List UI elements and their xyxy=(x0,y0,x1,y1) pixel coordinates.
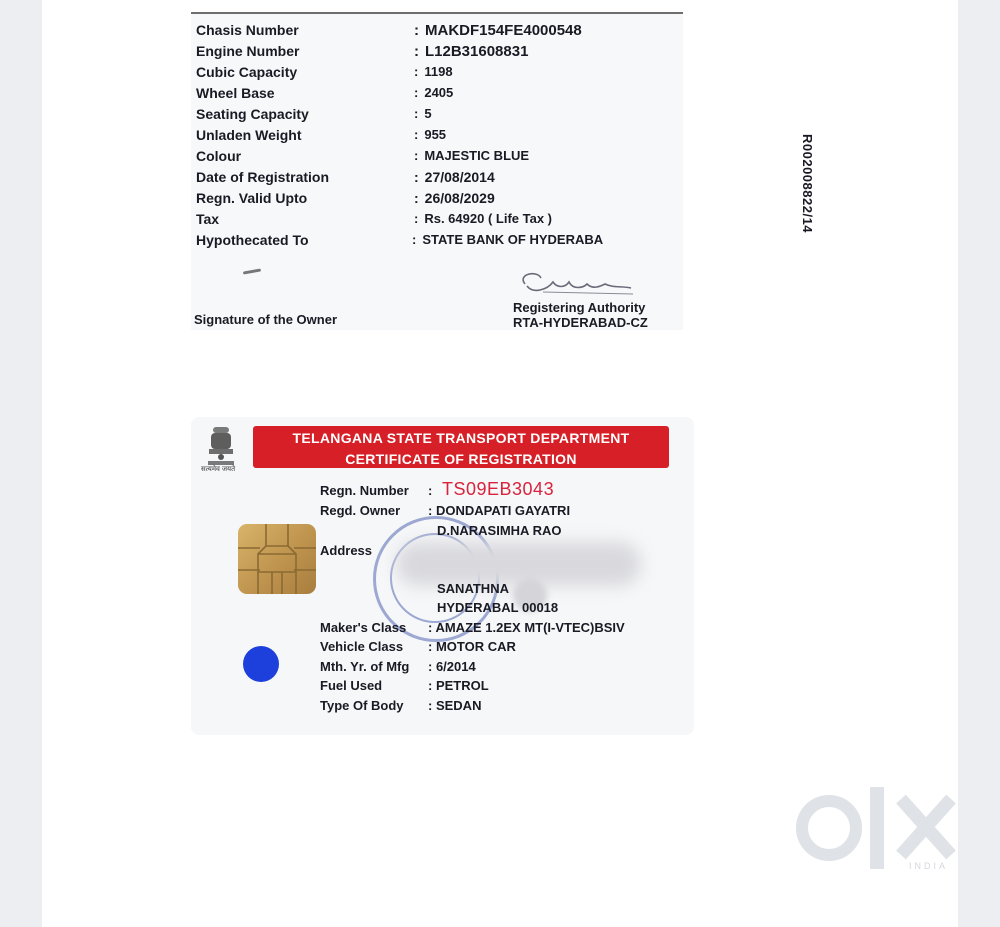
rc-card-front xyxy=(191,417,694,735)
owner-row-2: D.NARASIMHA RAO xyxy=(437,523,562,538)
vehicle-class-row: Vehicle Class : MOTOR CAR xyxy=(320,639,516,654)
regn-number-row: Regn. Number : TS09EB3043 xyxy=(320,479,555,499)
olx-watermark-country: INDIA xyxy=(909,861,949,871)
registering-authority-office: RTA-HYDERABAD-CZ xyxy=(513,315,648,330)
mfg-date-row: Mth. Yr. of Mfg : 6/2014 xyxy=(320,659,476,674)
smart-chip-icon xyxy=(238,524,316,594)
authority-signature xyxy=(513,264,653,304)
rc-row-seating-capacity: Seating Capacity : 5 xyxy=(196,106,432,122)
owner-row: Regd. Owner : DONDAPATI GAYATRI xyxy=(320,503,571,518)
regn-number: TS09EB3043 xyxy=(442,479,555,499)
rc-card-back xyxy=(191,12,815,330)
rc-row-unladen-weight: Unladen Weight : 955 xyxy=(196,127,447,143)
rc-row-cubic-capacity: Cubic Capacity : 1198 xyxy=(196,64,453,80)
fuel-used-row: Fuel Used : PETROL xyxy=(320,678,489,693)
rc-row-chassis: Chasis Number : MAKDF154FE4000548 xyxy=(196,22,582,39)
rc-row-engine: Engine Number : L12B31608831 xyxy=(196,43,529,60)
header-line-department: TELANGANA STATE TRANSPORT DEPARTMENT xyxy=(292,430,630,446)
makers-class-row: Maker's Class : AMAZE 1.2EX MT(I-VTEC)BSIV xyxy=(320,620,625,635)
rc-row-valid-upto: Regn. Valid Upto : 26/08/2029 xyxy=(196,190,495,206)
rc-row-wheel-base: Wheel Base : 2405 xyxy=(196,85,454,101)
blue-dot xyxy=(243,646,279,682)
emblem-caption: सत्यमेव जयते xyxy=(201,466,236,473)
address-line-2: HYDERABAL 00018 xyxy=(437,600,559,615)
signature-owner-label: Signature of the Owner xyxy=(194,312,338,327)
address-row: Address xyxy=(320,543,373,558)
address-line-1: SANATHNA xyxy=(437,581,509,596)
registering-authority xyxy=(513,300,648,330)
registering-authority-label: Registering Authority xyxy=(513,300,646,315)
rc-row-hypothecated: Hypothecated To : STATE BANK OF HYDERABA xyxy=(196,232,604,248)
header-line-certificate: CERTIFICATE OF REGISTRATION xyxy=(345,451,577,467)
rc-row-date-of-registration: Date of Registration : 27/08/2014 xyxy=(196,169,495,185)
rc-row-tax: Tax : Rs. 64920 ( Life Tax ) xyxy=(196,211,552,227)
body-type-row: Type Of Body : SEDAN xyxy=(320,698,482,713)
ink-mark xyxy=(243,268,261,274)
olx-watermark-logo xyxy=(795,783,965,875)
rc-row-colour: Colour : MAJESTIC BLUE xyxy=(196,148,530,164)
vertical-serial-code: R002008822/14 xyxy=(800,134,815,234)
header-banner xyxy=(253,426,669,468)
